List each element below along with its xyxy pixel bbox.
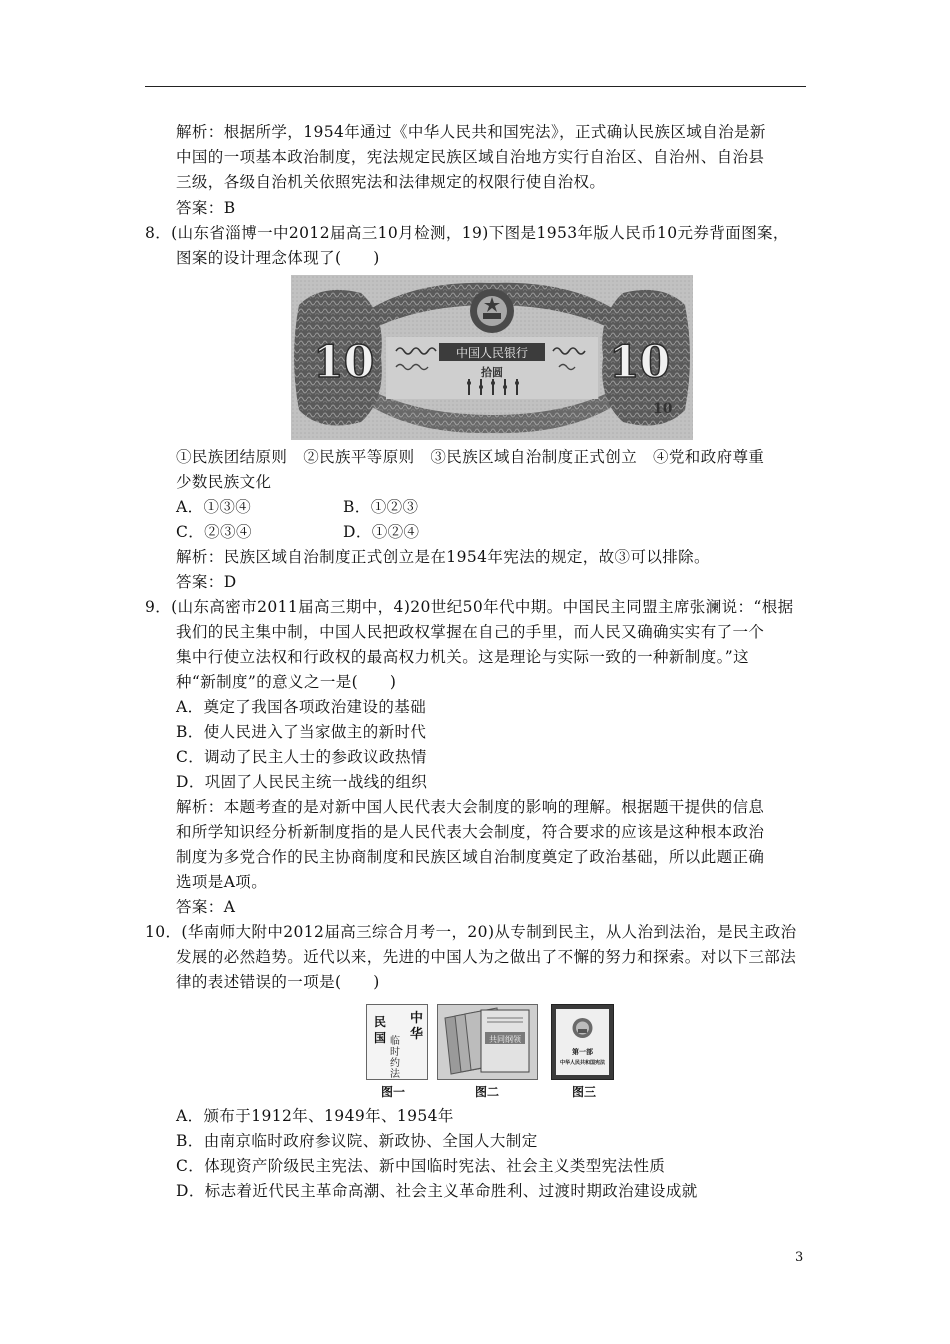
q9-option-b: B．使人民进入了当家做主的新时代 bbox=[176, 723, 427, 741]
q10-option-d: D．标志着近代民主革命高潮、社会主义革命胜利、过渡时期政治建设成就 bbox=[176, 1182, 698, 1200]
q9-stem-line-1: 9．(山东高密市2011届高三期中，4)20世纪50年代中期。中国民主同盟主席张澜说：“根据 bbox=[145, 598, 794, 616]
note-denomination: 拾圆 bbox=[481, 366, 503, 379]
q10-stem-line-3: 律的表述错误的一项是( ) bbox=[176, 973, 380, 991]
q9-analysis-line-1: 解析：本题考查的是对新中国人民代表大会制度的影响的理解。根据题干提供的信息 bbox=[176, 798, 765, 816]
q9-option-c: C．调动了民主人士的参政议政热情 bbox=[176, 748, 427, 766]
q8-option-b: B．①②③ bbox=[343, 498, 419, 516]
q8-option-c: C．②③④ bbox=[176, 523, 252, 541]
q9-stem-line-2: 我们的民主集中制，中国人民把政权掌握在自己的手里，而人民又确确实实有了一个 bbox=[176, 623, 765, 641]
fig2-book-title: 共同纲领 bbox=[489, 1035, 521, 1044]
note-numeral-right: 10 bbox=[609, 337, 671, 388]
figure-2-caption: 图二 bbox=[475, 1085, 500, 1099]
fig1-char-7: 约 bbox=[390, 1058, 400, 1069]
fig1-char-4: 国 bbox=[374, 1031, 387, 1045]
figure-3-first-constitution bbox=[551, 1004, 614, 1080]
q9-answer: 答案：A bbox=[176, 898, 236, 916]
q8-items-line-1: ①民族团结原则 ②民族平等原则 ③民族区域自治制度正式创立 ④党和政府尊重 bbox=[176, 448, 765, 466]
q7-answer: 答案：B bbox=[176, 199, 236, 217]
note-bank-name: 中国人民银行 bbox=[455, 346, 529, 360]
q9-stem-line-3: 集中行使立法权和行政权的最高权力机关。这是理论与实际一致的一种新制度。”这 bbox=[176, 648, 749, 666]
q8-stem-line-1: 8．(山东省淄博一中2012届高三10月检测，19)下图是1953年版人民币10元券背面图案， bbox=[145, 224, 789, 242]
page-number: 3 bbox=[795, 1250, 804, 1265]
q8-answer: 答案：D bbox=[176, 573, 237, 591]
figure-1-provisional-constitution bbox=[366, 1004, 428, 1080]
figure-1-caption: 图一 bbox=[381, 1085, 406, 1099]
q8-stem-line-2: 图案的设计理念体现了( ) bbox=[176, 249, 380, 267]
fig3-line-2: 中华人民共和国宪法 bbox=[559, 1060, 606, 1066]
q9-stem-line-4: 种“新制度”的意义之一是( ) bbox=[176, 673, 397, 691]
fig1-char-3: 民 bbox=[374, 1015, 387, 1029]
fig3-line-1: 第一部 bbox=[572, 1048, 593, 1056]
banknote-image bbox=[291, 275, 693, 440]
fig1-char-1: 中 bbox=[410, 1011, 424, 1026]
q9-option-a: A．奠定了我国各项政治建设的基础 bbox=[176, 698, 427, 716]
q10-option-b: B．由南京临时政府参议院、新政协、全国人大制定 bbox=[176, 1132, 538, 1150]
fig1-char-5: 临 bbox=[390, 1036, 400, 1047]
note-numeral-left: 10 bbox=[313, 337, 375, 388]
q9-option-d: D．巩固了人民民主统一战线的组织 bbox=[176, 773, 428, 791]
q8-analysis: 解析：民族区域自治制度正式创立是在1954年宪法的规定，故③可以排除。 bbox=[176, 548, 710, 566]
q8-option-a: A．①③④ bbox=[176, 498, 252, 516]
q10-option-a: A．颁布于1912年、1949年、1954年 bbox=[176, 1107, 454, 1125]
q7-analysis-line-3: 三级，各级自治机关依照宪法和法律规定的权限行使自治权。 bbox=[176, 173, 606, 191]
q9-analysis-line-3: 制度为多党合作的民主协商制度和民族区域自治制度奠定了政治基础，所以此题正确 bbox=[176, 848, 765, 866]
q9-analysis-line-4: 选项是A项。 bbox=[176, 873, 268, 891]
q7-analysis-line-1: 解析：根据所学，1954年通过《中华人民共和国宪法》，正式确认民族区域自治是新 bbox=[176, 123, 766, 141]
note-numeral-small: 10 bbox=[653, 401, 673, 417]
q8-items-line-2: 少数民族文化 bbox=[176, 473, 272, 491]
q10-option-c: C．体现资产阶级民主宪法、新中国临时宪法、社会主义类型宪法性质 bbox=[176, 1157, 666, 1175]
q7-analysis-line-2: 中国的一项基本政治制度，宪法规定民族区域自治地方实行自治区、自治州、自治县 bbox=[176, 148, 765, 166]
q10-stem-line-2: 发展的必然趋势。近代以来，先进的中国人为之做出了不懈的努力和探索。对以下三部法 bbox=[176, 948, 797, 966]
header-rule bbox=[145, 86, 806, 87]
q10-stem-line-1: 10．(华南师大附中2012届高三综合月考一，20)从专制到民主，从人治到法治，是民主政治 bbox=[145, 923, 797, 941]
q8-option-d: D．①②④ bbox=[343, 523, 420, 541]
q9-analysis-line-2: 和所学知识经分析新制度指的是人民代表大会制度，符合要求的应该是这种根本政治 bbox=[176, 823, 765, 841]
fig1-char-2: 华 bbox=[410, 1027, 424, 1042]
figure-2-common-program bbox=[437, 1004, 538, 1080]
figure-3-caption: 图三 bbox=[572, 1085, 597, 1099]
fig1-char-8: 法 bbox=[390, 1069, 400, 1080]
fig1-char-6: 时 bbox=[390, 1047, 400, 1058]
